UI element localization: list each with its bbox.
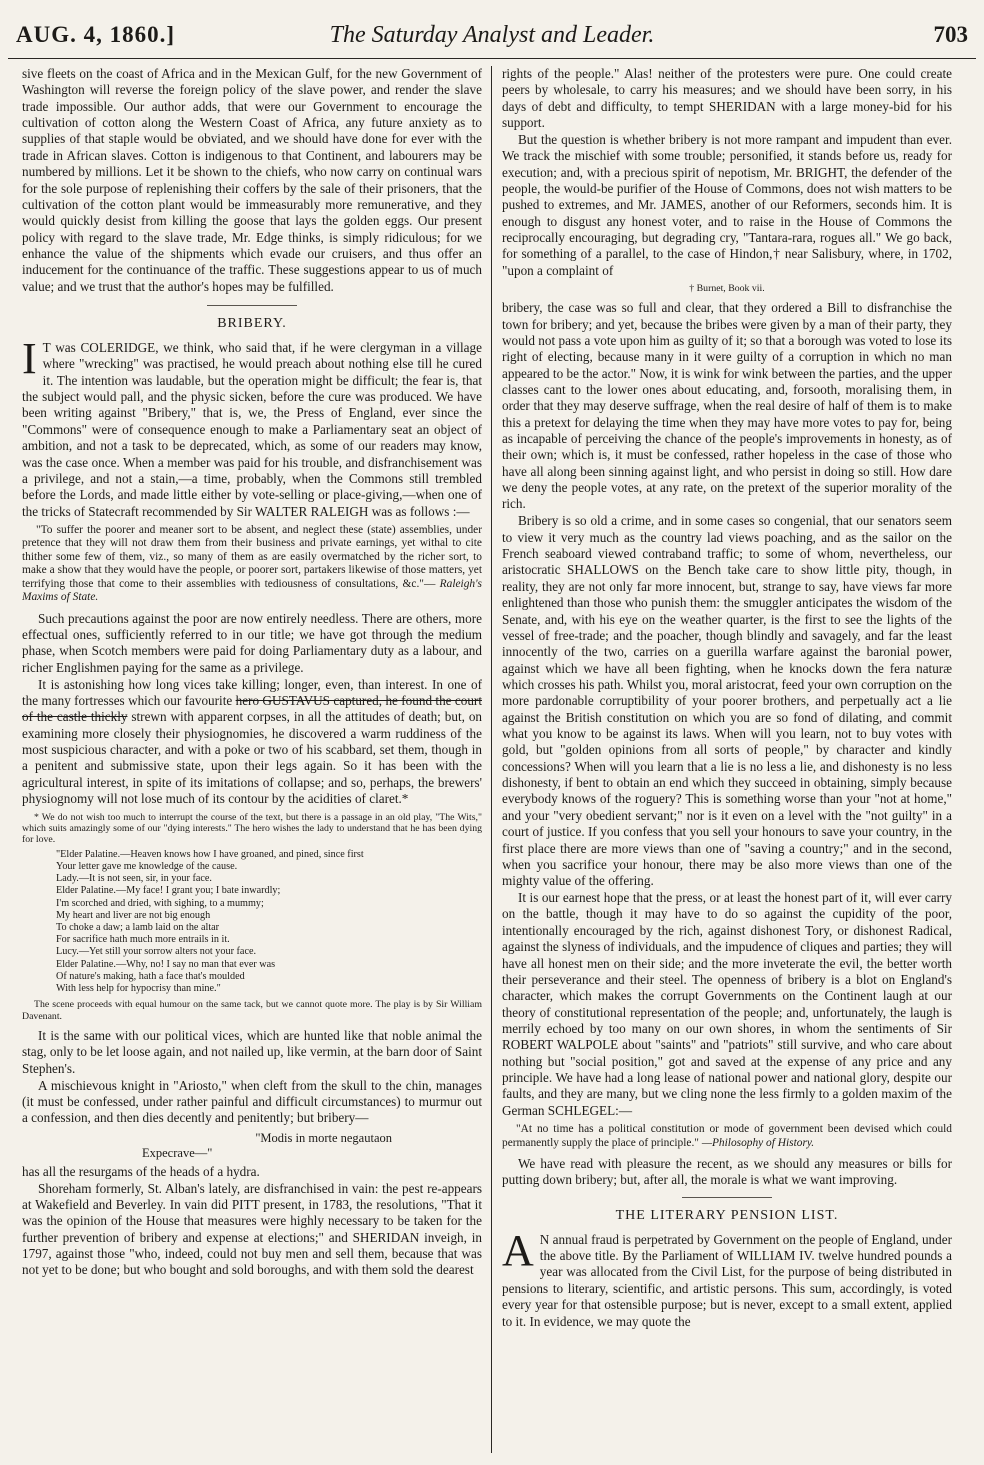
pension-paragraph [502,1225,952,1330]
column-divider [491,66,492,1453]
footnote-verse: "Elder Palatine.—Heaven knows how I have groaned, and pined, since first Your letter gave me knowledge of the cause. Lady.—It is not seen, sir, in your face. Elder Palatine.—My face! I grant you; I bate inwardly; I'm scorched and dried, with sighing, to a mummy; My heart and liver are not big enough To choke a daw; a lamb laid on the altar For sacrifice hath much more entrails in it. Lucy.—Yet still your sorrow alters not your face. Elder Palatine.—Why, no! I say no man that ever was Of nature's making, hath a face that's moulded With less help for hypocrisy than mine." [56,848,364,995]
issue-date: AUG. 4, 1860.] [16,22,176,47]
raleigh-quote-text: "To suffer the poorer and meaner sort to be absent, and neglect these (state) assemblies, under pretence that they will not draw them from their business and private earnings, yet withal to cite thither some few of them, viz., so many of them as are easily overmatched by the richer sort, to make a show that they would have the people, or poorer sort, partakers likewise of those matters, yet terrifying those that come to their assemblies with tediousness of consultations, &c."— [22,523,482,590]
right-column [502,66,952,1455]
pension-title: THE LITERARY PENSION LIST. [615,1207,839,1223]
footnote-intro: * We do not wish too much to interrupt the course of the text, but there is a passage in an old play, "The Wits," which suits amazingly some of our "dying interests." The hero wishes the lady to understand that he has been dying for love. [22,811,482,846]
raleigh-citation: Raleigh's Maxims of State. [22,577,482,604]
right-paragraph-4: Bribery is so old a crime, and in some cases so congenial, that our senators seem to view it very much as the country lad views poaching, and as the sailor on the French seaboard viewed contraband traffic; to some of whom, nevertheless, our aristocratic SHALLOWS on the Bench take care to show little pity, though, in reality, they are not only far more innocent, but, strange to say, have views far more enlightened than those who punish them: the smuggler anticipates the wisdom of the Senate, and, with his eye on the weather quarter, is the first to see the lights of the vessel of free-trade; and the poacher, though blindly and savagely, and far the least innocently of the two, carries on a guerilla warfare against the baronial power, against which we have all been fighting, when he knocks down the fera naturæ which crosses his path. Whilst you, moral aristocrat, feed your own corruption on the more pardonable corruptibility of your poorer brothers, and perpetually act a lie against the British constitution on which you are so fond of dilating, and commit what you know to be against its laws. When will you learn, not to buy votes with gold, but "golden opinions from all sorts of people," by character and kindly concessions? When will you learn that a lie is no less a lie, and dishonesty is no less dishonesty, if bent to obtain an end which they succeed in obtaining, simply because everybody knows of the roguery? This is something worse than your "not at home," and your "very obedient servant;" nor is it even on a level with the "not guilty" in a court of justice. If you confess that you sell your honours to save your country, in the first place there are more views than one of "saving a country;" and in the second, when you sacrifice your honour, there may be also more views than one of the mighty value of the offering. [502,513,952,889]
schlegel-quote-text: "At no time has a political constitution or mode of government been devised which could permanently supply the place of principle." [502,1123,952,1149]
bribery-paragraph-4: It is the same with our political vices, which are hunted like that noble animal the stag, only to be let loose again, and not nailed up, like vermin, at the barn door of Saint Stephen's. [22,1028,482,1076]
latin-motto-line-2: Expecrave—" [142,1146,213,1161]
bribery-paragraph-3-b: strewn with apparent corpses, in all the attitudes of death; but, on examining more closely their physiognomies, he discovered a warm ruddiness of the most suspicious character, and with a poke or two of his scabbard, set them, though in a penitent and submissive state, upon their legs again. So it has been with the agricultural interest, in spite of its imitations of collapse; and so, perhaps, the brewers' physiognomy will not lose much of its contour by the acidities of claret.* [22,709,482,807]
bribery-paragraph-3 [22,677,482,808]
left-column [22,66,482,1455]
bribery-paragraph-3-a: It is astonishing how long vices take killing; longer, even, than interest. In one of the many fortresses which our favourite [22,676,482,708]
raleigh-quote [22,524,482,605]
schlegel-quote [502,1123,952,1150]
intro-paragraph: sive fleets on the coast of Africa and in the Mexican Gulf, for the new Government of Washington will reverse the foreign policy of the slave power, and render the slave trade impossible. Our author adds, that were our Government to encourage the cultivation of cotton along the Western Coast of Africa, any future anxiety as to supplies of that staple would be obviated, and we should have done for ever with the trade in African slaves. Cotton is indigenous to that Continent, and labourers may be numbered by millions. Let it be shown to the chiefs, who now carry on continual wars for the sole purpose of replenishing their coffers by the sale of their prisoners, that the cultivation of the cotton plant would be immeasurably more remunerative, and they would quickly desist from killing the goose that lays the golden eggs. Our present policy with regard to the slave trade, Mr. Edge thinks, is simply ridiculous; for we enhance the value of the shipments which evade our cruisers, and thus offer an inducement for the continuance of the traffic. These suggestions appear to us of much value; and we trust that the author's hopes may be fulfilled. [22,66,482,294]
page-header [8,18,976,59]
bribery-paragraph-7: Shoreham formerly, St. Alban's lately, are disfranchised in vain: the pest re-appears at Wakefield and Beverley. In vain did PITT present, in 1783, the resolutions, "That it was the opinion of the House that measures were highly necessary to be taken for the further prevention of bribery and expense at elections;" and SHERIDAN inveigh, in 1797, against those "who, indeed, could not buy men and sell them, because that was not yet to be done; but who bought and sold boroughs, and with them sold the dearest [22,1180,482,1278]
journal-title: The Saturday Analyst and Leader. [329,22,655,48]
pension-paragraph-text: N annual fraud is perpetrated by Government on the people of England, under the above title. By the Parliament of WILLIAM IV. twelve hundred pounds a year was allocated from the Civil List, for the purpose of being distributed in pensions to literary, scientific, and artistic persons. This sum, accordingly, is voted every year for that ostensible purpose; but is never, except to a small extent, applied to it. In evidence, we may quote the [502,1231,952,1329]
bribery-paragraph-1-text: T was COLERIDGE, we think, who said that, if he were clergyman in a village where "wrecking" was practised, he would preach about nothing else till he cured it. The intention was laudable, but the operation might be difficult; the fear is, that the subject would pall, and the physic sicken, before the cure was produced. We have been writing against "Bribery," that is, we, the Press of England, ever since the "Commons" were of consequence enough to make a Parliamentary seat an object of ambition, and not a task to be deprecated, which, as some of our readers may know, was the case once. When a member was paid for his trouble, and disfranchisement was a privilege, and not a stain,—a time, probably, when the Commons still trembled before the Lords, and made little either by vote-selling or place-giving,—when one of the tricks of Statecraft recommended by Sir WALTER RALEIGH was as follows :— [22,340,482,519]
latin-motto-line-1: "Modis in morte negautaon [255,1130,392,1145]
bribery-paragraph-2: Such precautions against the poor are now entirely needless. There are others, more effectual ones, sufficiently referred to in our title; we have got through the medium phase, when Scotch members were paid for doing Parliamentary duty as a labour, and richer Englishmen paying for the same as a privilege. [22,610,482,675]
burnet-footnote: † Burnet, Book vii. [689,283,765,295]
right-paragraph-3: bribery, the case was so full and clear, that they ordered a Bill to disfranchise the town for bribery; and yet, because the bribes were given by a man of their party, they would not pass a vote upon him as guilty of it; so that a borough was voted to lose its right of electing, because many in it were guilty of a corruption in which no man appeared to be the actor." Now, it is wink for wink between the parties, and the upper classes cant to the lower ones about educating, and, forsooth, moralising them, in order that they may deserve suffrage, when the real desire of half of them is to make this a pretext for delaying the time when they may have more votes to pay for, being as incapable of perceiving the chance of the people's improvements in honesty, as of their own; which is, it must be confessed, rather hopeless in the case of those who have all along been sinning against light, and who persist in doing so still. How dare we deny the people votes, at any rate, on the pretext of the superior morality of the rich. [502,300,952,512]
dropcap-a: A [502,1225,534,1275]
right-paragraph-1: rights of the people." Alas! neither of the protesters were pure. One could create peers by wholesale, to carry his measures; and we should have been sorry, in his days of debt and difficulty, to tempt SHERIDAN with a large money-bid for his support. [502,66,952,131]
right-paragraph-2: But the question is whether bribery is not more rampant and impudent than ever. We track the mischief with some trouble; personified, it stands before us, ready for execution; and, with a precious spirit of nepotism, Mr. BRIGHT, the defender of the people, the would-be purifier of the House of Commons, does not wish matters to be pushed to extremes, and Mr. JAMES, another of our Reformers, seconds him. It is enough to disgust any honest voter, and to raise in the House of Commons the reciprocally encouraging, but degrading cry, "Tantara-rara, rogues all." We go back, for something of a parallel, to the case of Hindon,† near Salisbury, where, in 1702, "upon a complaint of [502,131,952,278]
bribery-title: BRIBERY. [217,316,287,332]
right-paragraph-5: It is our earnest hope that the press, or at least the honest part of it, will ever carry on the battle, though it may have to do so against the cupidity of the poor, intentionally encouraged by the rich, against dishonest Tory, or dishonest Radical, against the slyness of individuals, and the impudence of cliques and parties; they will have all honest men on their side; and the more inveterate the evil, the better worth their perseverance and their steel. The openness of bribery is a blot on England's character, which makes the corrupt Governments on the Continent laugh at our theory of constitutional representation of the people; and, unfortunately, the laugh is merrily echoed by too many on our own shores, in whom the sentiments of Sir ROBERT WALPOLE about "saints" and "patriots" still survive, and who care about nothing but "social position," got and saved at the expense of any price and any principle. We have had a long lease of national power and national glory, despite our faults, and they are many, but we cling none the less firmly to a golden maxim of the German SCHLEGEL:— [502,890,952,1118]
page-number: 703 [933,22,968,47]
footnote-outro: The scene proceeds with equal humour on the same tack, but we cannot quote more. The play is by Sir William Davenant. [22,999,482,1022]
section-rule-2 [682,1197,772,1198]
dropcap-i: I [22,334,37,384]
bribery-paragraph-3-struck: hero GUSTAVUS captured, he found the court of the castle thickly [22,693,482,725]
bribery-paragraph-5: A mischievous knight in "Ariosto," when cleft from the skull to the chin, manages (it must be confessed, under rather painful and difficult circumstances) to murmur out a confession, and then dies decently and penitently; but bribery— [22,1077,482,1126]
right-paragraph-6: We have read with pleasure the recent, as we should any measures or bills for putting down bribery; but, after all, the morale is what we want improving. [502,1156,952,1188]
section-rule [207,305,297,306]
bribery-paragraph-1 [22,334,482,520]
schlegel-citation: —Philosophy of History. [701,1136,815,1149]
bribery-paragraph-6: has all the resurgams of the heads of a hydra. [22,1163,260,1179]
